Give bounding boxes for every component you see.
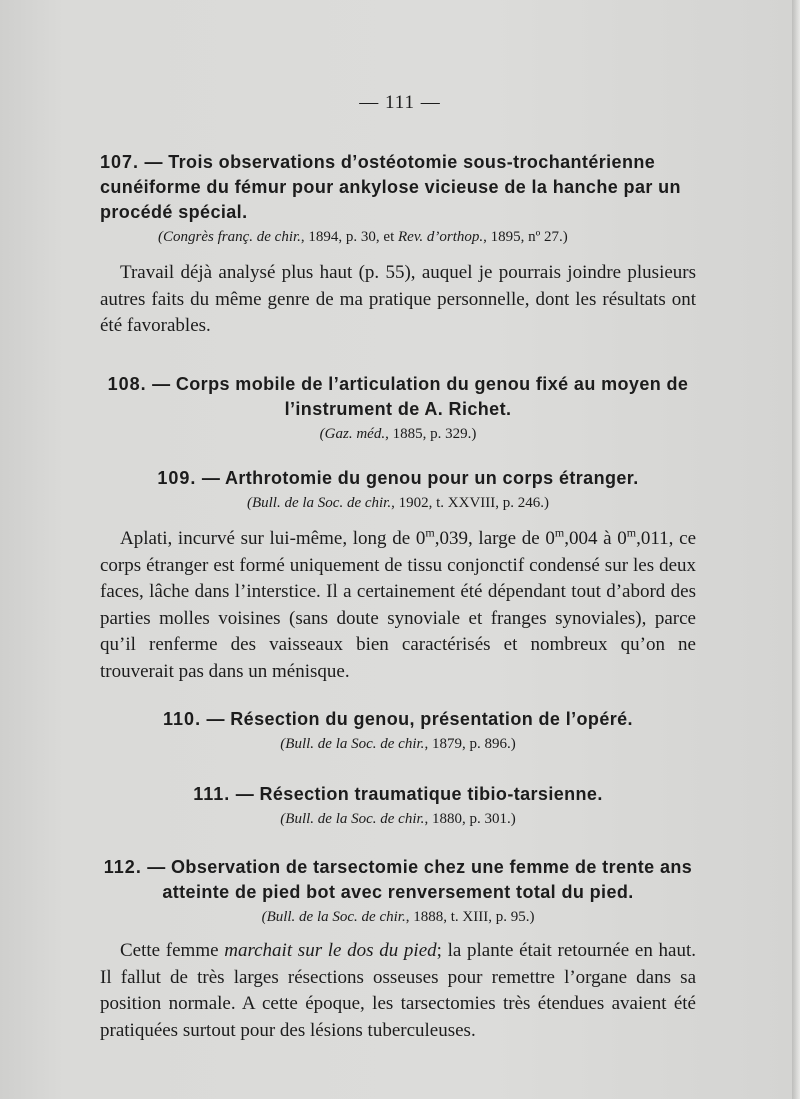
body-text: ; la plante était retournée en haut. Il fallut de très larges résections osseuses pour remettre l’organe dans sa position normale. A cette époque, les tarsectomies très étendues avaient été pratiquées surtout pour des lésions tuberculeuses. bbox=[100, 940, 696, 1041]
entry-title-text: — Observation de tarsectomie chez une femme de trente ans atteinte de pied bot avec renversement total du pied. bbox=[147, 857, 693, 902]
ref-source: Bull. de la Soc. de chir. bbox=[285, 811, 425, 827]
ref-details-2: , 1895, nº 27.) bbox=[483, 229, 568, 245]
entry-body bbox=[100, 938, 696, 1044]
ref-source-2: Rev. d’orthop. bbox=[398, 229, 484, 245]
ref-details: , 1880, p. 301.) bbox=[424, 811, 516, 827]
entry-number: 109. bbox=[157, 468, 197, 488]
entry-number: 112. bbox=[103, 857, 142, 877]
ref-details: , 1888, t. XIII, p. 95.) bbox=[405, 909, 535, 925]
ref-source: Bull. de la Soc. de chir. bbox=[266, 909, 406, 925]
body-text: Aplati, incurvé sur lui-même, long de 0 bbox=[120, 528, 426, 549]
ref-details: , 1902, t. XXVIII, p. 246.) bbox=[391, 495, 550, 511]
entry-title-text: — Corps mobile de l’articulation du genou fixé au moyen de l’instrument de A. Richet. bbox=[152, 374, 689, 419]
unit-sup: m bbox=[425, 525, 435, 540]
ref-source: Bull. de la Soc. de chir. bbox=[251, 495, 392, 511]
entry-112 bbox=[100, 855, 696, 1044]
entry-number: 107. bbox=[100, 152, 140, 172]
entry-title bbox=[100, 466, 696, 491]
ref-details: , 1894, p. 30, et bbox=[300, 229, 398, 245]
ref-details: , 1879, p. 896.) bbox=[424, 736, 516, 752]
ref-open: ( bbox=[280, 811, 286, 827]
ref-details: , 1885, p. 329.) bbox=[385, 426, 477, 442]
body-text: Cette femme bbox=[120, 940, 225, 961]
body-italic: marchait sur le dos du pied bbox=[224, 940, 437, 961]
entry-number: 110. bbox=[163, 709, 202, 729]
ref-source: Congrès franç. de chir. bbox=[163, 229, 301, 245]
entry-number: 111. bbox=[193, 784, 231, 804]
entry-110 bbox=[100, 707, 696, 753]
ref-source: Gaz. méd. bbox=[324, 426, 386, 442]
entry-reference bbox=[100, 229, 696, 246]
entry-title-text: — Arthrotomie du genou pour un corps étranger. bbox=[201, 468, 639, 488]
entry-title bbox=[100, 150, 696, 225]
entry-title-text: — Résection traumatique tibio-tarsienne. bbox=[235, 784, 603, 804]
entry-title bbox=[100, 372, 696, 422]
entry-111 bbox=[100, 782, 696, 828]
ref-open: ( bbox=[280, 736, 286, 752]
ref-open: ( bbox=[261, 909, 267, 925]
entry-107 bbox=[100, 150, 696, 340]
entry-title-text: — Résection du genou, présentation de l’opéré. bbox=[206, 709, 633, 729]
entry-number: 108. bbox=[107, 374, 147, 394]
page-edge bbox=[792, 0, 800, 1099]
entry-title bbox=[100, 707, 696, 732]
body-text: ,011, ce corps étranger est formé uniquement de tissu conjonctif condensé sur les deux faces, lâche dans l’interstice. Il a certainement été dépendant tout d’abord des parties molles voisines (sans doute synoviale et franges synoviales), parce qu’il renferme des vaisseaux bien caractérisés et nombreux qu’on ne trouverait pas dans un ménisque. bbox=[100, 528, 696, 682]
entry-title-text: — Trois observations d’ostéotomie sous-trochantérienne cunéiforme du fémur pour ankylose vicieuse de la hanche par un procédé spécial. bbox=[100, 152, 681, 222]
entry-body: Travail déjà analysé plus haut (p. 55), auquel je pourrais joindre plusieurs autres faits du même genre de ma pratique personnelle, dont les résultats ont été favorables. bbox=[100, 262, 696, 336]
entry-reference bbox=[100, 909, 696, 926]
page-number: — 111 — bbox=[359, 92, 441, 113]
unit-sup: m bbox=[626, 525, 637, 540]
entry-108 bbox=[100, 372, 696, 443]
body-text: ,039, large de 0 bbox=[434, 528, 555, 549]
ref-source: Bull. de la Soc. de chir. bbox=[285, 736, 425, 752]
entry-reference bbox=[100, 736, 696, 753]
unit-sup: m bbox=[554, 525, 565, 540]
ref-open: ( bbox=[158, 229, 163, 245]
entry-title bbox=[100, 782, 696, 807]
entry-title bbox=[100, 855, 696, 905]
entry-reference bbox=[100, 811, 696, 828]
entry-reference bbox=[100, 495, 696, 512]
entry-body bbox=[100, 526, 696, 685]
ref-open: ( bbox=[319, 426, 325, 442]
ref-open: ( bbox=[246, 495, 252, 511]
entry-109 bbox=[100, 466, 696, 685]
entry-reference bbox=[100, 426, 696, 443]
body-text: ,004 à 0 bbox=[564, 528, 627, 549]
